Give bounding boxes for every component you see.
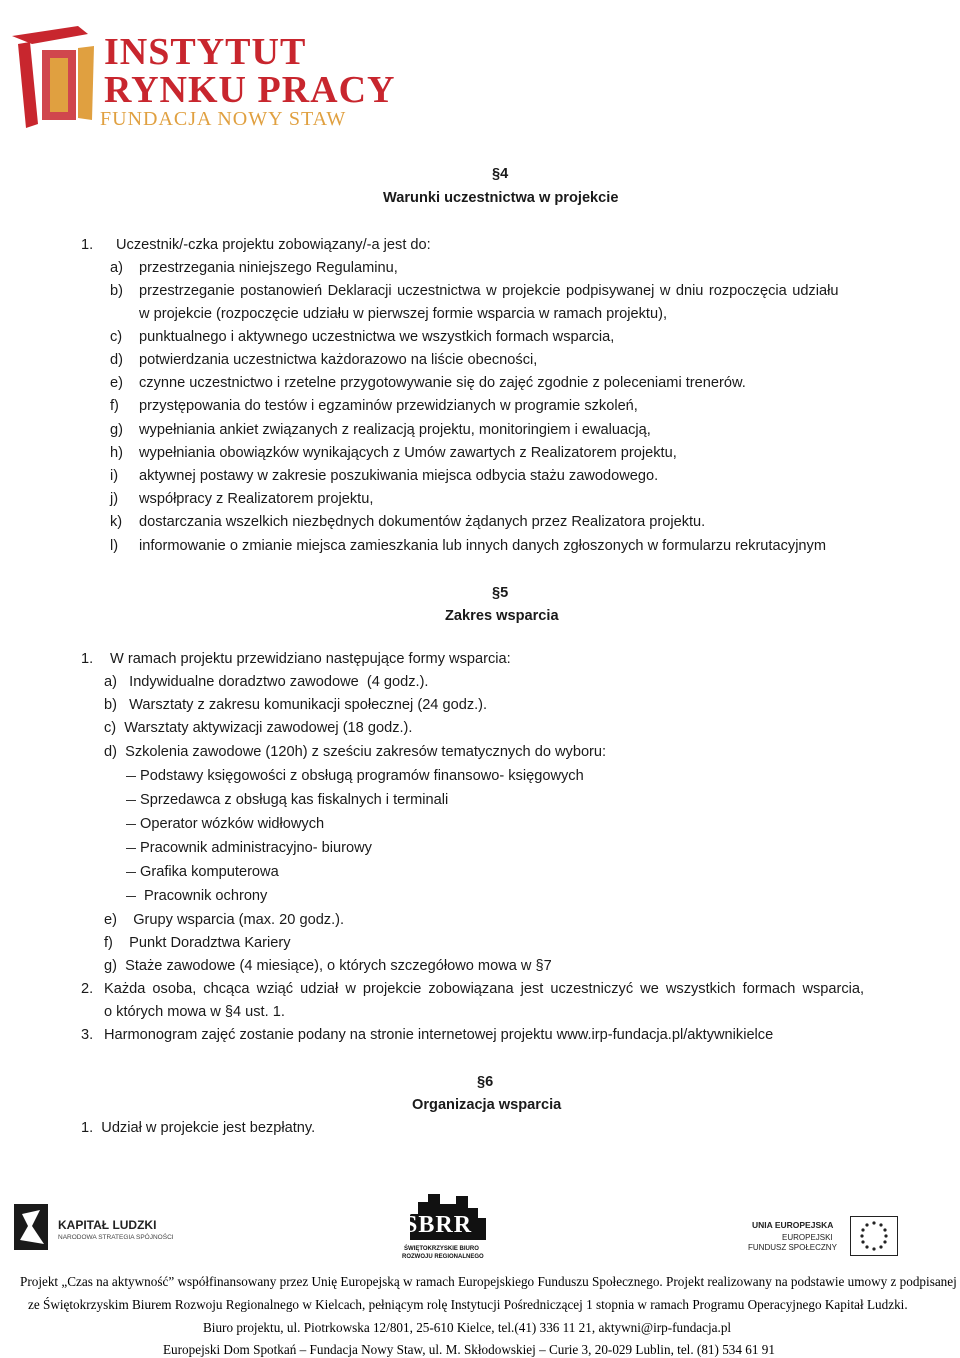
list-item [126,862,279,882]
list-item-text: wypełniania obowiązków wynikających z Umów zawartych z Realizatorem projektu, [139,445,677,461]
list-item-marker: d) [110,352,123,368]
sbrr-text: ŚBRR [404,1212,473,1238]
s5-point-1-number: 1. [81,651,94,667]
eu-logo [748,1214,898,1258]
eu-line1: UNIA EUROPEJSKA [752,1220,834,1230]
header-logo [8,20,396,140]
dash-icon [126,872,136,873]
list-item-marker: g) [110,422,123,438]
list-item-marker: b) [110,283,123,299]
kl-title: KAPITAŁ LUDZKI [58,1218,157,1232]
list-item [126,766,584,786]
list-item-marker: a) [110,260,123,276]
list-item-text: w projekcie (rozpoczęcie udziału w pierwszej formie wsparcia w ramach projektu), [139,306,667,322]
list-item-text: przestrzeganie postanowień Deklaracji uczestnictwa w projekcie podpisywanej w dniu rozpoczęcia udziału [139,283,839,299]
list-item-marker: k) [110,514,123,530]
kl-subtitle: NARODOWA STRATEGIA SPÓJNOŚCI [58,1234,174,1241]
list-item-text: Sprzedawca z obsługą kas fiskalnych i terminali [140,792,449,808]
section-6-title: Organizacja wsparcia [412,1097,562,1113]
list-item-text: współpracy z Realizatorem projektu, [139,491,374,507]
dash-icon [126,896,136,897]
logo-line3: FUNDACJA NOWY STAW [100,108,347,130]
s5-item-c: c) Warsztaty aktywizacji zawodowej (18 godz.). [104,720,413,736]
footer-line-1: Projekt „Czas na aktywność” współfinansowany przez Unię Europejską w ramach Europejskiego Funduszu Społecznego. Projekt realizowany na podstawie umowy z podpisanej [20,1274,957,1289]
list-item-text: Operator wózków widłowych [140,816,325,832]
list-item [126,790,448,810]
s5-point-3-text: Harmonogram zajęć zostanie podany na stronie internetowej projektu www.irp-fundacja.pl/aktywnikielce [104,1027,774,1043]
s5-point-2-line2: o których mowa w §4 ust. 1. [104,1004,285,1020]
eu-flag-icon [850,1216,898,1256]
section-4-number: §4 [492,166,509,182]
list-item-text: potwierdzania uczestnictwa każdorazowo na liście obecności, [139,352,538,368]
sbrr-logo [400,1192,496,1270]
list-item-text: Podstawy księgowości z obsługą programów finansowo- księgowych [140,768,584,784]
list-item-marker: f) [110,398,119,414]
list-item-marker: c) [110,329,123,345]
list-item [126,886,267,906]
section-5-number: §5 [492,585,509,601]
footer-line-4: Europejski Dom Spotkań – Fundacja Nowy Staw, ul. M. Skłodowskiej – Curie 3, 20-029 Lublin, tel. (81) 534 61 91 [163,1342,775,1357]
s5-point-2-line1: Każda osoba, chcąca wziąć udział w projekcie zobowiązana jest uczestniczyć we wszystkich formach wsparcia, [104,981,865,997]
list-item-text: dostarczania wszelkich niezbędnych dokumentów żądanych przez Realizatora projektu. [139,514,706,530]
list-item-text: Pracownik ochrony [140,888,268,904]
list-item [126,814,324,834]
logo-mark-icon [8,20,98,130]
list-item-text: czynne uczestnictwo i rzetelne przygotowywanie się do zajęć zgodnie z poleceniami trenerów. [139,375,746,391]
list-item-text: Pracownik administracyjno- biurowy [140,840,372,856]
dash-icon [126,824,136,825]
list-item-text: przystępowania do testów i egzaminów przewidzianych w programie szkoleń, [139,398,638,414]
logo-line1: INSTYTUT [104,31,307,73]
list-item-text: przestrzegania niniejszego Regulaminu, [139,260,398,276]
eu-line2: EUROPEJSKI [782,1233,833,1242]
list-item-text: wypełniania ankiet związanych z realizacją projektu, monitoringiem i ewaluacją, [139,422,651,438]
list-item-marker: i) [110,468,119,484]
list-item-text: punktualnego i aktywnego uczestnictwa we wszystkich formach wsparcia, [139,329,615,345]
s5-item-d: d) Szkolenia zawodowe (120h) z sześciu zakresów tematycznych do wyboru: [104,744,607,760]
eu-line3: FUNDUSZ SPOŁECZNY [748,1243,837,1252]
list-item-text: aktywnej postawy w zakresie poszukiwania miejsca odbycia stażu zawodowego. [139,468,659,484]
section-5-title: Zakres wsparcia [445,608,559,624]
sbrr-sub2: ROZWOJU REGIONALNEGO [402,1254,484,1260]
s5-item-b: b) Warsztaty z zakresu komunikacji społecznej (24 godz.). [104,697,488,713]
list-item [126,838,372,858]
s4-point-1-text: Uczestnik/-czka projektu zobowiązany/-a jest do: [116,237,431,253]
s5-item-a: a) Indywidualne doradztwo zawodowe (4 godz.). [104,674,429,690]
kapital-ludzki-icon [14,1204,48,1250]
s5-point-1-text: W ramach projektu przewidziano następujące formy wsparcia: [110,651,511,667]
s4-point-1-number: 1. [81,237,94,253]
list-item-marker: e) [110,375,123,391]
s5-item-e: e) Grupy wsparcia (max. 20 godz.). [104,912,345,928]
section-6-number: §6 [477,1074,494,1090]
logo-line2: RYNKU PRACY [104,69,396,111]
s5-item-g: g) Staże zawodowe (4 miesiące), o których szczegółowo mowa w §7 [104,958,552,974]
s5-point-3-number: 3. [81,1027,94,1043]
kapital-ludzki-logo [14,1204,194,1254]
dash-icon [126,848,136,849]
sbrr-sub1: ŚWIĘTOKRZYSKIE BIURO [404,1246,479,1252]
s5-point-2-number: 2. [81,981,94,997]
footer-line-2: ze Świętokrzyskim Biurem Rozwoju Regionalnego w Kielcach, pełniącym rolę Instytucji Pośredniczącej 1 stopnia w ramach Programu Operacyjnego Kapitał Ludzki. [28,1297,908,1312]
list-item-marker: h) [110,445,123,461]
list-item-text: informowanie o zmianie miejsca zamieszkania lub innych danych zgłoszonych w formularzu rekrutacyjnym [139,538,827,554]
list-item-text: Grafika komputerowa [140,864,279,880]
dash-icon [126,776,136,777]
list-item-marker: l) [110,538,119,554]
dash-icon [126,800,136,801]
s6-point-1: 1. Udział w projekcie jest bezpłatny. [81,1120,316,1136]
section-4-title: Warunki uczestnictwa w projekcie [383,190,619,206]
footer-line-3: Biuro projektu, ul. Piotrkowska 12/801, 25-610 Kielce, tel.(41) 336 11 21, aktywni@irp-fundacja.pl [203,1320,732,1335]
s5-item-f: f) Punkt Doradztwa Kariery [104,935,291,951]
list-item-marker: j) [110,491,119,507]
